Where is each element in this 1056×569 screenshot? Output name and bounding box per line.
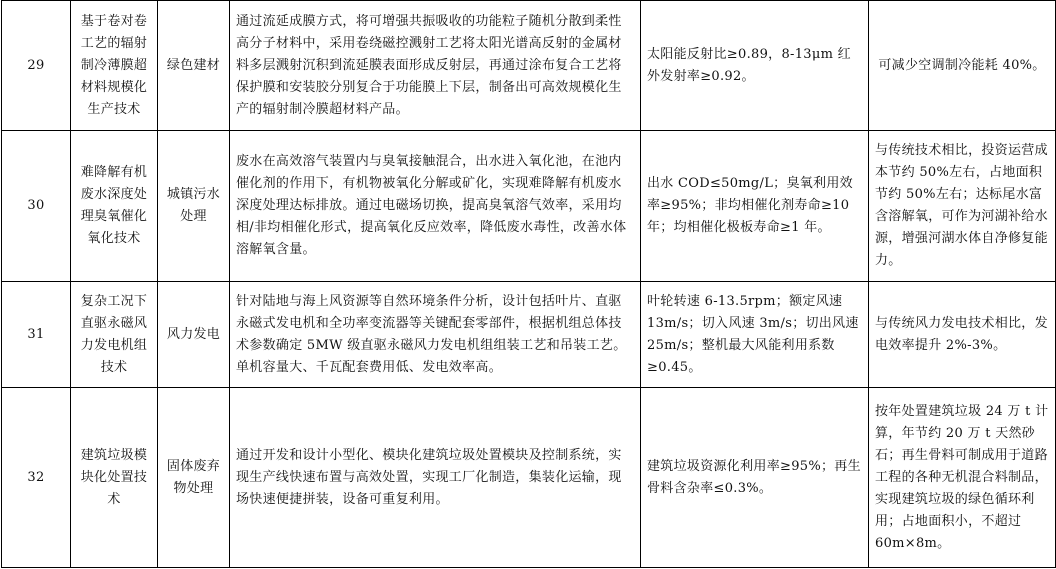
benefits: 与传统技术相比，投资运营成本节约 50%左右，占地面积节约 50%左右；达标尾水富含溶解氧，可作为河湖补给水源，增强河湖水体自净修复能力。 <box>869 131 1056 282</box>
row-number: 31 <box>2 282 71 388</box>
benefits: 可减少空调制冷能耗 40%。 <box>869 1 1056 131</box>
row-number: 32 <box>2 388 71 568</box>
benefits: 与传统风力发电技术相比，发电效率提升 2%-3%。 <box>869 282 1056 388</box>
technology-table <box>1 0 1056 568</box>
key-indicators: 太阳能反射比≥0.89，8-13μm 红外发射率≥0.92。 <box>641 1 869 131</box>
technology-name: 复杂工况下直驱永磁风力发电机组技术 <box>71 282 158 388</box>
row-number: 30 <box>2 131 71 282</box>
table-row <box>2 388 1056 568</box>
table-row <box>2 1 1056 131</box>
application-field: 城镇污水处理 <box>158 131 230 282</box>
row-number: 29 <box>2 1 71 131</box>
application-field: 绿色建材 <box>158 1 230 131</box>
technology-description: 通过流延成膜方式，将可增强共振吸收的功能粒子随机分散到柔性高分子材料中，采用卷绕磁控溅射工艺将太阳光谱高反射的金属材料多层溅射沉积到流延膜表面形成反射层，再通过涂布复合工艺将保护膜和安装胶分别复合于功能膜上下层，制备出可高效规模化生产的辐射制冷膜超材料产品。 <box>230 1 641 131</box>
benefits: 按年处置建筑垃圾 24 万 t 计算，年节约 20 万 t 天然砂石；再生骨料可制成用于道路工程的各种无机混合料制品，实现建筑垃圾的绿色循环利用；占地面积小，不超过 60m×8m。 <box>869 388 1056 568</box>
technology-name: 建筑垃圾模块化处置技术 <box>71 388 158 568</box>
key-indicators: 出水 COD≤50mg/L；臭氧利用效率≥95%；非均相催化剂寿命≥10 年；均相催化极板寿命≥1 年。 <box>641 131 869 282</box>
technology-name: 基于卷对卷工艺的辐射制冷薄膜超材料规模化生产技术 <box>71 1 158 131</box>
table-row <box>2 282 1056 388</box>
technology-description: 通过开发和设计小型化、模块化建筑垃圾处置模块及控制系统，实现生产线快速布置与高效处置，实现工厂化制造，集装化运输，现场快速便捷拼装，设备可重复利用。 <box>230 388 641 568</box>
key-indicators: 建筑垃圾资源化利用率≥95%；再生骨料含杂率≤0.3%。 <box>641 388 869 568</box>
technology-description: 针对陆地与海上风资源等自然环境条件分析，设计包括叶片、直驱永磁式发电机和全功率变流器等关键配套零部件，根据机组总体技术参数确定 5MW 级直驱永磁风力发电机组组装工艺和吊装工艺。单机容量大、千瓦配套费用低、发电效率高。 <box>230 282 641 388</box>
technology-name: 难降解有机废水深度处理臭氧催化氧化技术 <box>71 131 158 282</box>
application-field: 固体废弃物处理 <box>158 388 230 568</box>
application-field: 风力发电 <box>158 282 230 388</box>
table-row <box>2 131 1056 282</box>
technology-description: 废水在高效溶气装置内与臭氧接触混合，出水进入氧化池，在池内催化剂的作用下，有机物被氧化分解或矿化，实现难降解有机废水深度处理达标排放。通过电磁场切换，提高臭氧溶气效率，采用均相/非均相催化形式，提高氧化反应效率，降低废水毒性，改善水体溶解氧含量。 <box>230 131 641 282</box>
key-indicators: 叶轮转速 6-13.5rpm；额定风速 13m/s；切入风速 3m/s；切出风速 25m/s；整机最大风能利用系数≥0.45。 <box>641 282 869 388</box>
